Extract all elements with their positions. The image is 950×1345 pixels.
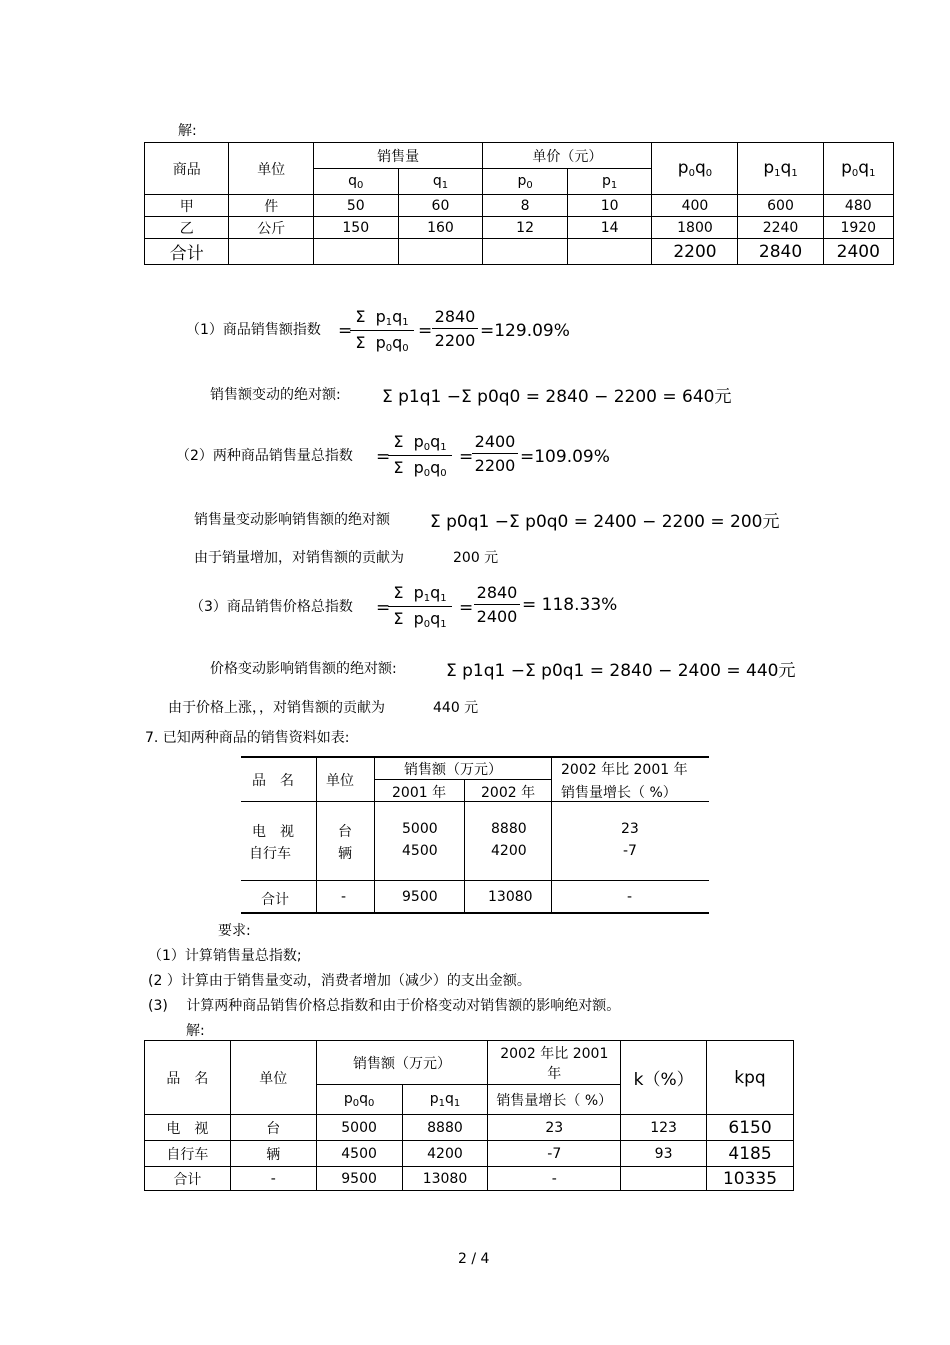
cell-p1q1: 600 (738, 195, 823, 217)
t3-cell-kpq: 4185 (707, 1141, 794, 1167)
total-p0q1: 2400 (823, 239, 893, 265)
q7-cell-2002: 4200 (491, 843, 527, 859)
table-row (145, 1141, 794, 1167)
t3-header-p0q0: $p_0q_0$ (316, 1085, 402, 1115)
q7-total-2001: 9500 (402, 889, 438, 905)
t3-total-kpq: 10335 (707, 1167, 794, 1191)
cell-unit: 公斤 (229, 217, 313, 239)
calc3-abs-label: 价格变动影响销售额的绝对额: (210, 661, 397, 677)
q7-table-bottomline (241, 912, 709, 914)
calc3-contribution-value: 440 元 (433, 700, 479, 716)
table-row (145, 195, 894, 217)
q7-cell-unit: 辆 (338, 846, 352, 862)
total-row (145, 1167, 794, 1191)
q7-cell-growth: -7 (623, 843, 637, 859)
q7-header-2002: 2002 年 (481, 785, 536, 801)
calc3-formula: Σ $p_1q_1$ Σ $p_0q_1$ (388, 583, 452, 630)
t3-header-unit: 单位 (230, 1041, 316, 1115)
calc3-result: = 118.33% (522, 595, 618, 615)
q7-header-unit: 单位 (326, 773, 354, 789)
cell-p1: 10 (567, 195, 652, 217)
t3-total-p0q0: 9500 (316, 1167, 402, 1191)
t3-cell-name: 自行车 (145, 1141, 231, 1167)
calc2-fraction: 2400 2200 (472, 432, 518, 475)
header-p1q1: $p_1q_1$ (738, 143, 823, 195)
question-7-title: 7. 已知两种商品的销售资料如表: (145, 730, 350, 746)
q7-cell-growth: 23 (621, 821, 639, 837)
solution-label: 解: (178, 123, 197, 139)
q7-header-2001: 2001 年 (392, 785, 447, 801)
t3-cell-k: 93 (621, 1141, 707, 1167)
t3-cell-growth: -7 (488, 1141, 621, 1167)
calc1-label: （1）商品销售额指数 (186, 322, 321, 338)
t3-cell-p1q1: 4200 (402, 1141, 488, 1167)
cell-name: 甲 (145, 195, 229, 217)
t3-header-p1q1: $p_1q_1$ (402, 1085, 488, 1115)
calc3-fraction: 2840 2400 (474, 583, 520, 626)
t3-cell-kpq: 6150 (707, 1115, 794, 1141)
header-p0q0: $p_0q_0$ (652, 143, 738, 195)
table-row (145, 217, 894, 239)
calc3-label: （3）商品销售价格总指数 (190, 599, 353, 615)
t3-cell-unit: 辆 (230, 1141, 316, 1167)
calc1-formula: Σ $p_1q_1$ Σ $p_0q_0$ (350, 307, 414, 354)
q7-header-sales: 销售额（万元） (404, 762, 502, 778)
calc2-result: =109.09% (520, 447, 610, 467)
calc1-fraction: 2840 2200 (432, 307, 478, 350)
cell-unit: 件 (229, 195, 313, 217)
sales-table-1 (144, 142, 894, 265)
t3-header-growth-2: 销售量增长（ %） (488, 1085, 621, 1115)
solution-label-2: 解: (186, 1023, 205, 1039)
t3-header-growth: 2002 年比 2001 年 (488, 1041, 621, 1085)
t3-cell-growth: 23 (488, 1115, 621, 1141)
requirement-1: （1）计算销售量总指数; (148, 948, 302, 964)
cell-p0: 12 (483, 217, 568, 239)
cell-p1: 14 (567, 217, 652, 239)
cell-p0q0: 400 (652, 195, 738, 217)
header-p0: $p_0$ (483, 169, 568, 195)
calc2-contribution-value: 200 元 (453, 550, 499, 566)
t3-cell-k: 123 (621, 1115, 707, 1141)
header-price: 单价（元） (483, 143, 652, 169)
q7-table-topline (241, 756, 709, 758)
table-row (145, 1115, 794, 1141)
requirements-label: 要求: (218, 923, 251, 939)
t3-header-kpq: kpq (707, 1041, 794, 1115)
q7-header-name: 品 名 (252, 773, 294, 789)
t3-total-p1q1: 13080 (402, 1167, 488, 1191)
t3-header-sales: 销售额（万元） (316, 1041, 488, 1085)
page-number: 2 / 4 (458, 1251, 490, 1267)
total-p0q0: 2200 (652, 239, 738, 265)
cell-q1: 60 (398, 195, 483, 217)
q7-header-growth: 2002 年比 2001 年 (561, 762, 688, 778)
sales-table-3 (144, 1040, 794, 1191)
calc3-contribution: 由于价格上涨，，对销售额的贡献为 (168, 700, 385, 716)
calc2-contribution: 由于销量增加，对销售额的贡献为 (194, 550, 404, 566)
t3-cell-p0q0: 4500 (316, 1141, 402, 1167)
t3-header-name: 品 名 (145, 1041, 231, 1115)
q7-cell-2002: 8880 (491, 821, 527, 837)
cell-p0q0: 1800 (652, 217, 738, 239)
q7-cell-name: 电 视 (252, 824, 294, 840)
calc3-abs-expr: Σ p1q1 −Σ p0q1 = 2840 − 2400 = 440元 (446, 661, 796, 681)
header-quantity: 销售量 (313, 143, 482, 169)
t3-total-unit: - (230, 1167, 316, 1191)
cell-q1: 160 (398, 217, 483, 239)
t3-cell-p1q1: 8880 (402, 1115, 488, 1141)
calc1-abs-expr: Σ p1q1 −Σ p0q0 = 2840 − 2200 = 640元 (382, 387, 732, 407)
q7-cell-2001: 5000 (402, 821, 438, 837)
total-p1q1: 2840 (738, 239, 823, 265)
cell-p0: 8 (483, 195, 568, 217)
cell-q0: 150 (313, 217, 398, 239)
q7-total-2002: 13080 (488, 889, 533, 905)
header-q0: $q_0$ (313, 169, 398, 195)
q7-cell-name: 自行车 (249, 846, 291, 862)
requirement-3: (3) 计算两种商品销售价格总指数和由于价格变动对销售额的影响绝对额。 (148, 998, 621, 1014)
header-q1: $q_1$ (398, 169, 483, 195)
calc2-abs-label: 销售量变动影响销售额的绝对额 (194, 512, 390, 528)
header-p1: $p_1$ (567, 169, 652, 195)
t3-cell-unit: 台 (230, 1115, 316, 1141)
q7-total-label: 合计 (261, 892, 289, 908)
requirement-2: (2 ）计算由于销售量变动，消费者增加（减少）的支出金额。 (148, 973, 531, 989)
t3-cell-p0q0: 5000 (316, 1115, 402, 1141)
total-label: 合计 (145, 239, 229, 265)
calc2-label: （2）两种商品销售量总指数 (176, 448, 353, 464)
t3-total-growth: - (488, 1167, 621, 1191)
q7-header-growth-2: 销售量增长（ %） (561, 785, 677, 801)
cell-name: 乙 (145, 217, 229, 239)
cell-q0: 50 (313, 195, 398, 217)
header-p0q1: $p_0q_1$ (823, 143, 893, 195)
cell-p0q1: 480 (823, 195, 893, 217)
calc1-result: =129.09% (480, 321, 570, 341)
q7-total-unit: - (341, 889, 347, 905)
t3-header-k: k（%） (621, 1041, 707, 1115)
q7-cell-unit: 台 (338, 824, 352, 840)
header-product: 商品 (145, 143, 229, 195)
q7-cell-2001: 4500 (402, 843, 438, 859)
cell-p1q1: 2240 (738, 217, 823, 239)
calc1-abs-label: 销售额变动的绝对额: (210, 387, 341, 403)
calc2-abs-expr: Σ p0q1 −Σ p0q0 = 2400 − 2200 = 200元 (430, 512, 780, 532)
calc2-formula: Σ $p_0q_1$ Σ $p_0q_0$ (388, 432, 452, 479)
q7-total-growth: - (627, 889, 633, 905)
t3-cell-name: 电 视 (145, 1115, 231, 1141)
t3-total-label: 合计 (145, 1167, 231, 1191)
cell-p0q1: 1920 (823, 217, 893, 239)
header-unit: 单位 (229, 143, 313, 195)
total-row (145, 239, 894, 265)
